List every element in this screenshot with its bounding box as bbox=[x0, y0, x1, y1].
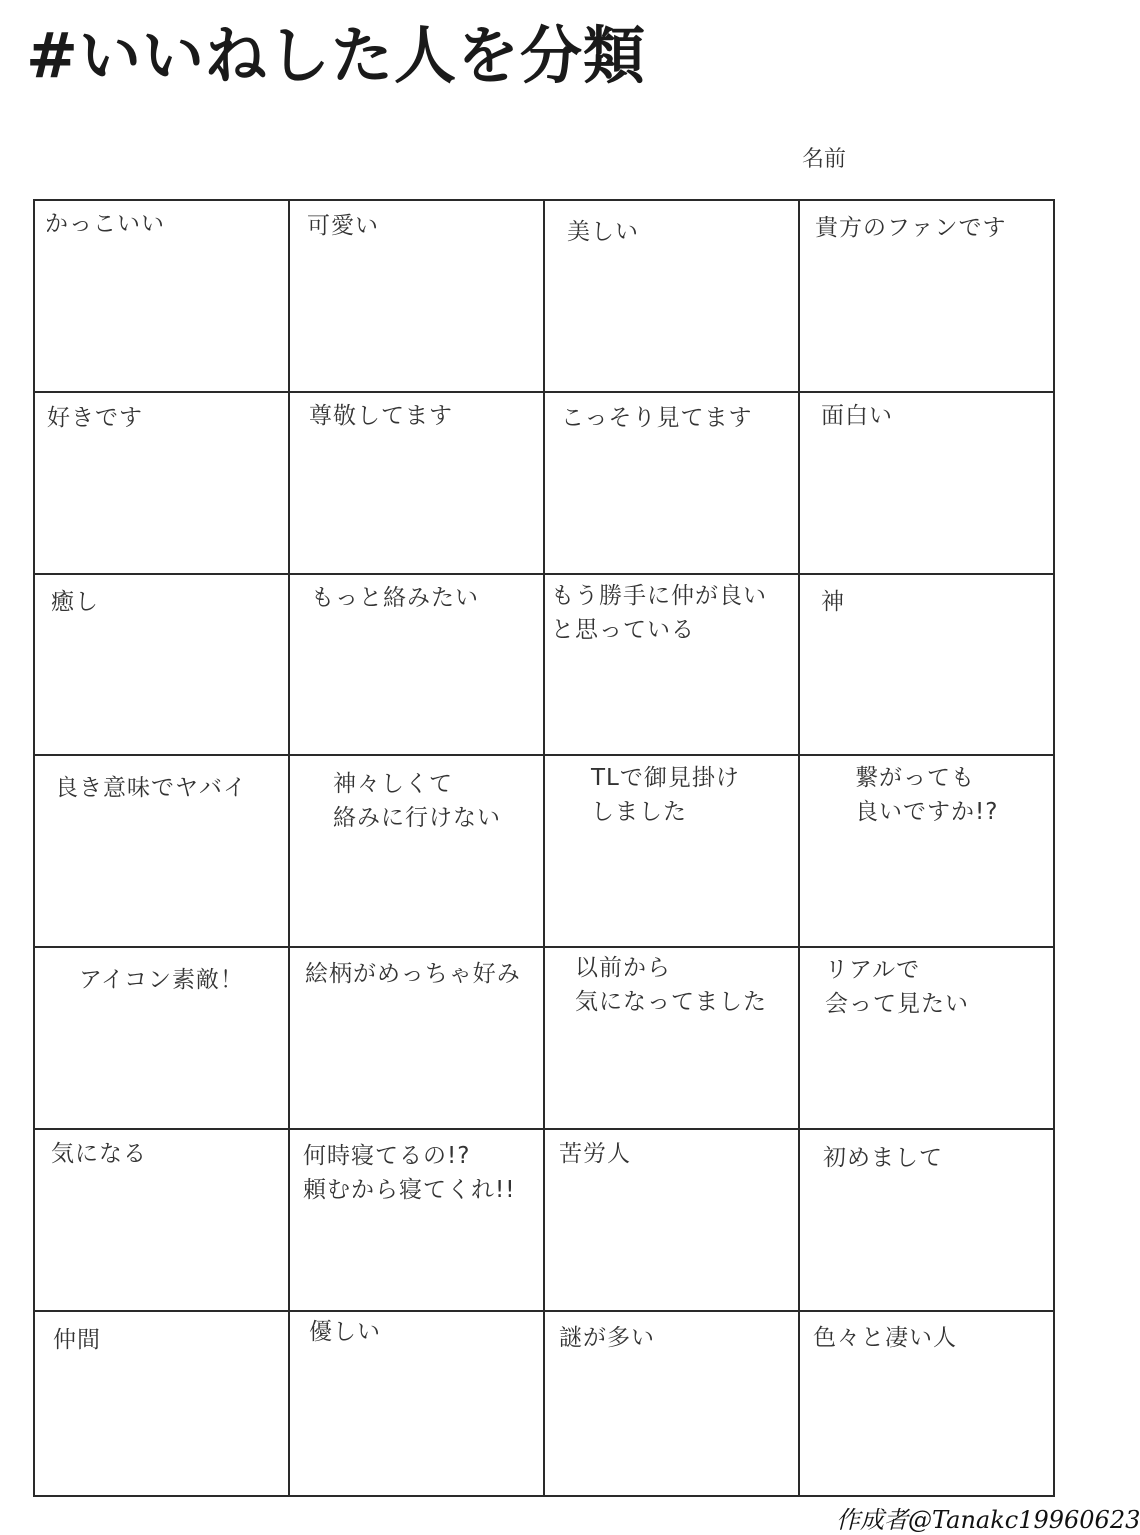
cell-label: 面白い bbox=[821, 403, 893, 429]
cell-label: 癒し bbox=[51, 589, 99, 615]
cell-label: 貴方のファンです bbox=[815, 215, 1007, 241]
cell-label: 色々と凄い人 bbox=[813, 1325, 957, 1351]
grid-divider bbox=[35, 573, 1053, 575]
cell-label: もっと絡みたい bbox=[311, 585, 479, 611]
cell-label: 繋がっても 良いですか!? bbox=[855, 765, 999, 825]
grid-divider bbox=[35, 754, 1053, 756]
grid-divider bbox=[35, 1128, 1053, 1130]
cell-label: リアルで 会って見たい bbox=[825, 957, 969, 1017]
cell-label: 絵柄がめっちゃ好み bbox=[305, 961, 521, 987]
cell-label: 仲間 bbox=[53, 1327, 101, 1353]
grid-divider bbox=[35, 946, 1053, 948]
grid-divider bbox=[798, 201, 800, 1495]
classification-grid bbox=[33, 199, 1055, 1497]
cell-label: 好きです bbox=[47, 405, 143, 431]
name-label: 名前 bbox=[802, 147, 847, 172]
cell-label: アイコン素敵！ bbox=[79, 967, 245, 993]
cell-label: もう勝手に仲が良い と思っている bbox=[551, 583, 767, 643]
cell-label: 神 bbox=[821, 589, 845, 615]
cell-label: 神々しくて 絡みに行けない bbox=[333, 771, 501, 831]
grid-divider bbox=[288, 201, 290, 1495]
cell-label: 尊敬してます bbox=[309, 403, 453, 429]
cell-label: 優しい bbox=[309, 1319, 381, 1345]
cell-label: 初めまして bbox=[823, 1145, 943, 1171]
cell-label: TLで御見掛け しました bbox=[591, 765, 740, 825]
cell-label: こっそり見てます bbox=[561, 405, 753, 431]
cell-label: 良き意味でヤバイ bbox=[55, 775, 247, 801]
cell-label: 可愛い bbox=[307, 213, 379, 239]
cell-label: 気になる bbox=[51, 1141, 147, 1167]
grid-divider bbox=[543, 201, 545, 1495]
cell-label: 何時寝てるの!? 頼むから寝てくれ!! bbox=[303, 1143, 516, 1203]
page-title: #いいねした人を分類 bbox=[26, 19, 646, 92]
grid-divider bbox=[35, 1310, 1053, 1312]
cell-label: 以前から 気になってました bbox=[575, 955, 767, 1015]
grid-divider bbox=[35, 391, 1053, 393]
cell-label: 謎が多い bbox=[559, 1325, 655, 1351]
cell-label: 美しい bbox=[567, 219, 639, 245]
cell-label: 苦労人 bbox=[559, 1141, 631, 1167]
author-credit: 作成者@Tanakc19960623 bbox=[836, 1506, 1140, 1534]
cell-label: かっこいい bbox=[45, 211, 165, 237]
